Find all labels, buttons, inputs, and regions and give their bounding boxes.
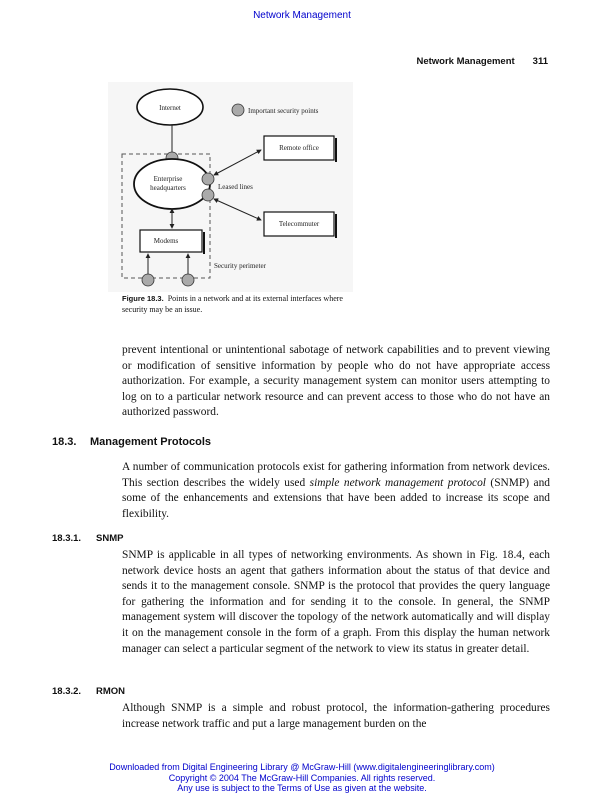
enterprise-hq-label-1: Enterprise — [153, 175, 183, 183]
telecommuter-label: Telecommuter — [278, 220, 320, 228]
subsection-heading-18-3-1 — [52, 533, 123, 544]
subsection-title: SNMP — [96, 533, 124, 544]
figure-caption — [122, 294, 362, 315]
watermark-header: Network Management — [253, 10, 351, 21]
section-number: 18.3. — [52, 436, 77, 448]
figure-caption-text: Points in a network and at its external interfaces where security may be an issue. — [122, 294, 343, 314]
paragraph-snmp: SNMP is applicable in all types of networking environments. As shown in Fig. 18.4, each network device hosts an agent that gathers information about the status of that device and sends it to the management console. SNMP is the protocol that provides the query language for gathering the information and for sending it to the console. In general, the SNMP management system will discover the topology of the network automatically and will display it on the management console in the form of a graph. From this display the human network manager can select a particular segment of the network to view its status in greater detail. — [122, 549, 550, 655]
paragraph-text: A number of communication protocols exist for gathering information from network devices. This section describes the widely used — [122, 461, 550, 489]
legend-label: Important security points — [248, 107, 319, 115]
paragraph-text: (SNMP) and some of the enhancements and extensions that have been added to increase its scope and flexibility. — [122, 476, 550, 520]
security-point-leased-upper — [202, 173, 214, 185]
subsection-title: RMON — [96, 686, 126, 697]
footer-line-copyright: Copyright © 2004 The McGraw-Hill Companies. All rights reserved. — [168, 772, 436, 783]
footer-line-download: Downloaded from Digital Engineering Library @ McGraw-Hill (www.digitalengineeringlibrary.com) — [109, 762, 495, 772]
running-head-title: Network Management — [416, 56, 515, 67]
subsection-heading-18-3-2 — [52, 686, 125, 697]
running-head — [416, 56, 548, 67]
security-point-modem-right — [182, 274, 194, 286]
figure-network-security-points — [108, 82, 353, 292]
security-point-leased-lower — [202, 189, 214, 201]
section-title: Management Protocols — [90, 436, 212, 448]
figure-number: Figure 18.3. — [122, 294, 164, 303]
security-perimeter-label: Security perimeter — [214, 262, 266, 270]
paragraph-rmon: Although SNMP is a simple and robust protocol, the information-gathering procedures increase network traffic and put a large management burden on the — [122, 702, 550, 730]
snmp-term-italic: simple network management protocol — [309, 476, 486, 489]
section-heading-18-3 — [52, 436, 211, 448]
paragraph-security-intro: prevent intentional or unintentional sabotage of network capabilities and to prevent viewing or modification of sensitive information by people who do not have appropriate access authorization. For example, a security management system can monitor users attempting to log on to a particular network resource and can prevent access to those who do not have an authorized password. — [122, 344, 550, 419]
subsection-number: 18.3.1. — [52, 533, 82, 544]
footer-line-terms: Any use is subject to the Terms of Use as given at the website. — [177, 783, 427, 793]
enterprise-hq-label-2: headquarters — [150, 184, 186, 192]
internet-label: Internet — [159, 104, 181, 112]
remote-office-label: Remote office — [279, 144, 319, 152]
security-point-modem-left — [142, 274, 154, 286]
legend-security-point-icon — [232, 104, 244, 116]
subsection-number: 18.3.2. — [52, 686, 82, 697]
modems-label: Modems — [153, 237, 179, 245]
footer-copyright — [0, 762, 604, 794]
paragraph-management-protocols — [122, 460, 550, 522]
page-number: 311 — [532, 56, 548, 67]
leased-lines-label: Leased lines — [218, 183, 253, 191]
